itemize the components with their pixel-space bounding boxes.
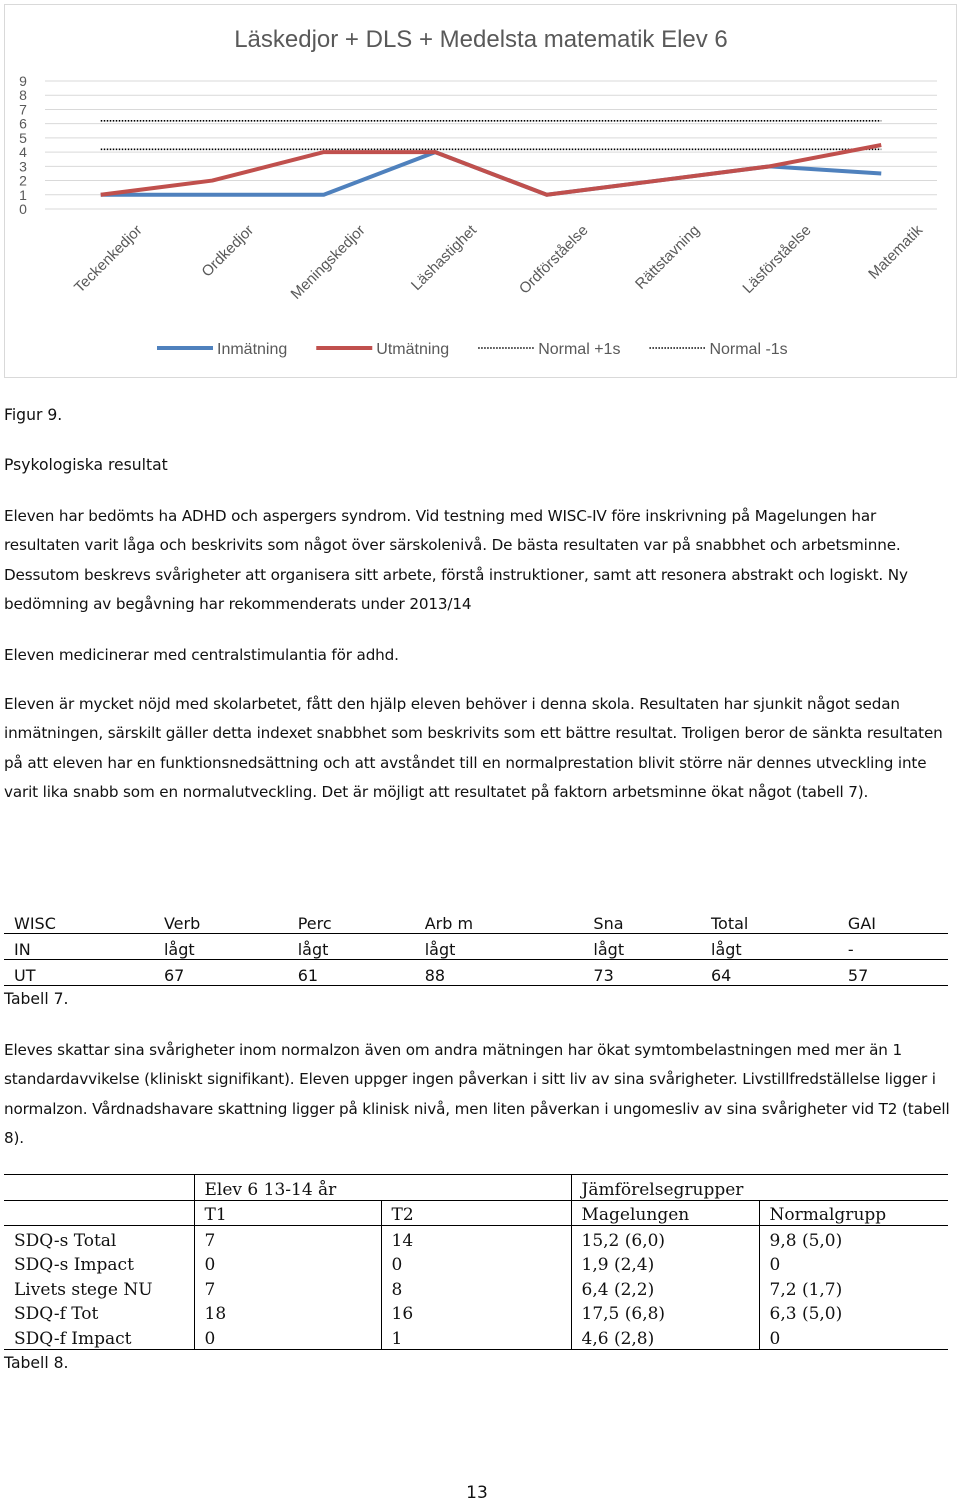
x-tick-label: Teckenkedjor <box>71 221 146 297</box>
table-header-cell: WISC <box>4 908 154 934</box>
table-row <box>4 1324 948 1349</box>
x-tick-label: Läsförståelse <box>739 221 815 297</box>
paragraph-medication: Eleven medicinerar med centralstimulantia för adhd. <box>4 646 399 664</box>
y-tick-label: 9 <box>19 73 27 89</box>
y-tick-label: 4 <box>19 144 27 161</box>
table-header-cell: Arb m <box>415 908 584 934</box>
table-cell: lågt <box>154 934 288 960</box>
table-cell: 6,4 (2,2) <box>571 1275 759 1300</box>
table-cell: 0 <box>194 1324 381 1349</box>
table-cell: lågt <box>583 934 701 960</box>
table-cell: 1 <box>381 1324 571 1349</box>
table-cell: 17,5 (6,8) <box>571 1300 759 1325</box>
legend-label: Inmätning <box>217 341 288 358</box>
table-header-cell: Perc <box>288 908 415 934</box>
table-cell: 73 <box>583 960 701 986</box>
table-cell: 0 <box>759 1251 948 1276</box>
x-tick-label: Rättstavning <box>632 221 704 293</box>
table-wisc <box>4 908 948 986</box>
table-cell: 14 <box>381 1226 571 1251</box>
table-cell <box>4 1200 194 1226</box>
table-header-cell: Verb <box>154 908 288 934</box>
x-tick-label: Läshastighet <box>407 221 481 294</box>
table-group-elev: Elev 6 13-14 år <box>194 1175 571 1201</box>
table-cell: 8 <box>381 1275 571 1300</box>
legend-label: Normal -1s <box>709 341 788 358</box>
chart-title: Läskedjor + DLS + Medelsta matematik Elev 6 <box>234 26 728 53</box>
table-cell: UT <box>4 960 154 986</box>
table-sdq <box>4 1174 948 1350</box>
table-row <box>4 934 948 960</box>
y-tick-label: 5 <box>19 129 27 146</box>
section-heading: Psykologiska resultat <box>4 456 168 474</box>
legend-label: Utmätning <box>376 341 450 358</box>
table-cell <box>4 1175 194 1201</box>
chart-svg <box>5 5 958 379</box>
table-cell: Livets stege NU <box>14 1279 153 1300</box>
y-tick-label: 2 <box>19 172 27 189</box>
table-header-row <box>4 908 948 934</box>
table8-caption: Tabell 8. <box>4 1354 69 1372</box>
table-header-cell: T2 <box>381 1200 571 1226</box>
table-cell: 4,6 (2,8) <box>571 1324 759 1349</box>
table-group-row <box>4 1175 948 1201</box>
paragraph-diagnosis: Eleven har bedömts ha ADHD och aspergers syndrom. Vid testning med WISC-IV före inskrivning på Magelungen har resultaten varit låga och beskrivits som något över särskolenivå. De bästa resultaten var på snabbhet och arbetsminne. Dessutom beskrevs svårigheter att organisera sitt arbete, förstå instruktioner, samt att resonera abstrakt och logiskt. Ny bedömning av begåvning har rekommenderats under 2013/14 <box>4 507 908 613</box>
table-cell: 7 <box>194 1226 381 1251</box>
table-cell: 61 <box>288 960 415 986</box>
paragraph-sdq: Eleves skattar sina svårigheter inom normalzon även om andra mätningen har ökat symtombelastningen med mer än 1 standardavvikelse (kliniskt signifikant). Eleven uppger ingen påverkan i sitt liv av sina svårigheter. Livstillfredställelse ligger i normalzon. Vårdnadshavare skattning ligger på klinisk nivå, men liten påverkan i ungomesliv av sina svårigheter vid T2 (tabell 8). <box>4 1041 950 1147</box>
table-header-cell: Magelungen <box>571 1200 759 1226</box>
table-cell: 7 <box>194 1275 381 1300</box>
x-tick-label: Matematik <box>865 221 927 283</box>
table-cell: lågt <box>415 934 584 960</box>
table-cell: 16 <box>381 1300 571 1325</box>
table-cell: 0 <box>759 1324 948 1349</box>
table-cell: 1,9 (2,4) <box>571 1251 759 1276</box>
table-cell: 18 <box>194 1300 381 1325</box>
table-cell: 15,2 (6,0) <box>571 1226 759 1251</box>
table-row <box>4 1300 948 1325</box>
table-cell: 64 <box>701 960 838 986</box>
table-row <box>4 1226 948 1251</box>
table-cell: - <box>838 934 948 960</box>
table-cell: SDQ-f Tot <box>14 1304 99 1324</box>
table-cell: IN <box>4 934 154 960</box>
table-cell: SDQ-f Impact <box>4 1324 194 1349</box>
y-tick-label: 0 <box>19 201 27 217</box>
table-cell: 0 <box>381 1251 571 1276</box>
table-cell: 67 <box>154 960 288 986</box>
line-chart <box>4 4 957 378</box>
table-cell: 88 <box>415 960 584 986</box>
y-tick-label: 8 <box>19 87 27 104</box>
y-tick-label: 6 <box>19 115 27 132</box>
table-cell: SDQ-s Impact <box>14 1255 134 1275</box>
table-cell: 7,2 (1,7) <box>759 1275 948 1300</box>
paragraph-results: Eleven är mycket nöjd med skolarbetet, fått den hjälp eleven behöver i denna skola. Resultaten har sjunkit något sedan inmätningen, särskilt gäller detta indexet snabbhet som beskrivits som ett bättre resultat. Troligen beror de sänkta resultaten på att eleven har en funktionsnedsättning och att avståndet till en normalprestation blivit större när dennes utveckling inte varit lika snabb som en normalutveckling. Det är möjligt att resultatet på faktorn arbetsminne ökat något (tabell 7). <box>4 695 943 801</box>
x-tick-label: Ordkedjor <box>198 221 258 281</box>
table-header-cell: T1 <box>194 1200 381 1226</box>
page-number: 13 <box>466 1483 488 1503</box>
table-cell: 0 <box>194 1251 381 1276</box>
legend-label: Normal +1s <box>538 341 621 358</box>
table-header-cell: Total <box>701 908 838 934</box>
table-cell: 9,8 (5,0) <box>759 1226 948 1251</box>
table-group-comparison: Jämförelsegrupper <box>571 1175 948 1201</box>
figure-caption: Figur 9. <box>4 406 63 424</box>
table-cell: lågt <box>701 934 838 960</box>
table-row <box>4 1251 948 1276</box>
table-header-row <box>4 1200 948 1226</box>
table-cell: 57 <box>838 960 948 986</box>
table-cell: SDQ-s Total <box>14 1230 117 1251</box>
table-header-cell: Sna <box>583 908 701 934</box>
table-row <box>4 960 948 986</box>
table-row <box>4 1275 948 1300</box>
table-cell: lågt <box>288 934 415 960</box>
x-tick-label: Meningskedjor <box>287 221 369 303</box>
y-tick-label: 3 <box>19 158 27 175</box>
x-tick-label: Ordförståelse <box>515 221 592 298</box>
table-cell: 6,3 (5,0) <box>759 1300 948 1325</box>
y-tick-label: 7 <box>19 101 27 118</box>
table-header-cell: Normalgrupp <box>759 1200 948 1226</box>
table-header-cell: GAI <box>838 908 948 934</box>
y-tick-label: 1 <box>19 186 27 203</box>
table7-caption: Tabell 7. <box>4 990 69 1008</box>
